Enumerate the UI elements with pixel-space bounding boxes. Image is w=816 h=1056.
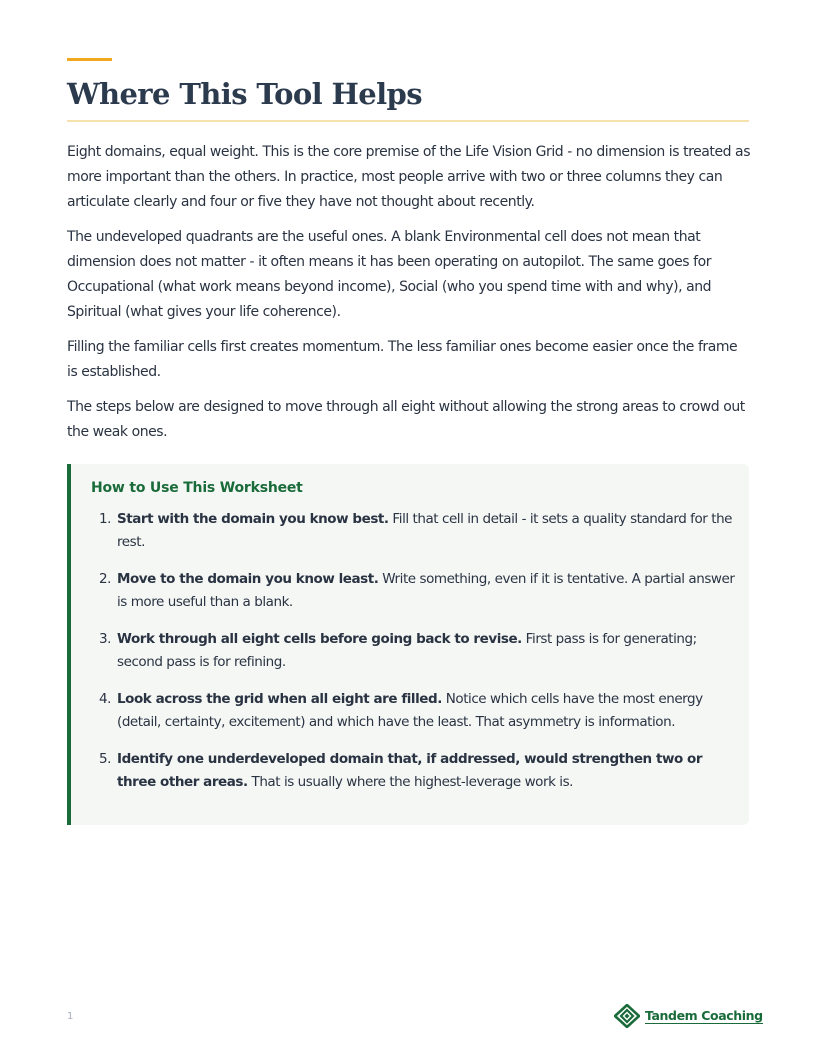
brand-name: Tandem Coaching xyxy=(645,1008,763,1023)
page-title: Where This Tool Helps xyxy=(67,77,422,111)
step-item xyxy=(91,568,741,614)
steps-list xyxy=(91,508,741,808)
step-body xyxy=(113,628,741,674)
step-text: First pass is for generating; second pass is for refining. xyxy=(117,631,697,670)
step-item xyxy=(91,628,741,674)
step-text: Notice which cells have the most energy (detail, certainty, excitement) and which have the least. That asymmetry is information. xyxy=(117,691,703,730)
brand-footer xyxy=(614,1004,763,1028)
step-body xyxy=(113,688,741,734)
step-lead: Start with the domain you know best. xyxy=(117,511,389,527)
step-lead: Move to the domain you know least. xyxy=(117,571,379,587)
step-number: 4. xyxy=(99,691,111,707)
step-lead: Identify one underdeveloped domain that, if addressed, would strengthen two or three other areas. xyxy=(117,751,703,790)
step-item xyxy=(91,688,741,734)
page-number: 1 xyxy=(67,1011,74,1022)
step-item xyxy=(91,508,741,554)
intro-paragraph: Filling the familiar cells first creates momentum. The less familiar ones become easier once the frame is established. xyxy=(67,339,738,380)
intro-paragraph: Eight domains, equal weight. This is the core premise of the Life Vision Grid - no dimension is treated as more important than the others. In practice, most people arrive with two or three columns they can articulate clearly and four or five they have not thought about recently. xyxy=(67,144,751,210)
step-lead: Look across the grid when all eight are filled. xyxy=(117,691,442,707)
step-text: That is usually where the highest-leverage work is. xyxy=(247,774,574,790)
step-body xyxy=(113,748,741,794)
intro-section xyxy=(67,140,751,455)
title-accent-bar xyxy=(67,58,112,61)
step-number: 2. xyxy=(99,571,111,587)
step-body xyxy=(113,568,741,614)
step-text: Write something, even if it is tentative. A partial answer is more useful than a blank. xyxy=(117,571,735,610)
step-number: 1. xyxy=(99,511,111,527)
worksheet-callout xyxy=(67,464,749,825)
step-number: 3. xyxy=(99,631,111,647)
intro-paragraph: The steps below are designed to move through all eight without allowing the strong areas to crowd out the weak ones. xyxy=(67,399,745,440)
step-lead: Work through all eight cells before going back to revise. xyxy=(117,631,522,647)
step-body xyxy=(113,508,741,554)
step-number: 5. xyxy=(99,751,111,767)
intro-paragraph: The undeveloped quadrants are the useful ones. A blank Environmental cell does not mean that dimension does not matter - it often means it has been operating on autopilot. The same goes for Occupational (what work means beyond income), Social (who you spend time with and why), and Spiritual (what gives your life coherence). xyxy=(67,229,712,320)
step-text: Fill that cell in detail - it sets a quality standard for the rest. xyxy=(117,511,733,550)
callout-title: How to Use This Worksheet xyxy=(91,480,303,496)
diamond-logo-icon xyxy=(614,1004,640,1028)
step-item xyxy=(91,748,741,794)
title-divider xyxy=(67,120,749,122)
